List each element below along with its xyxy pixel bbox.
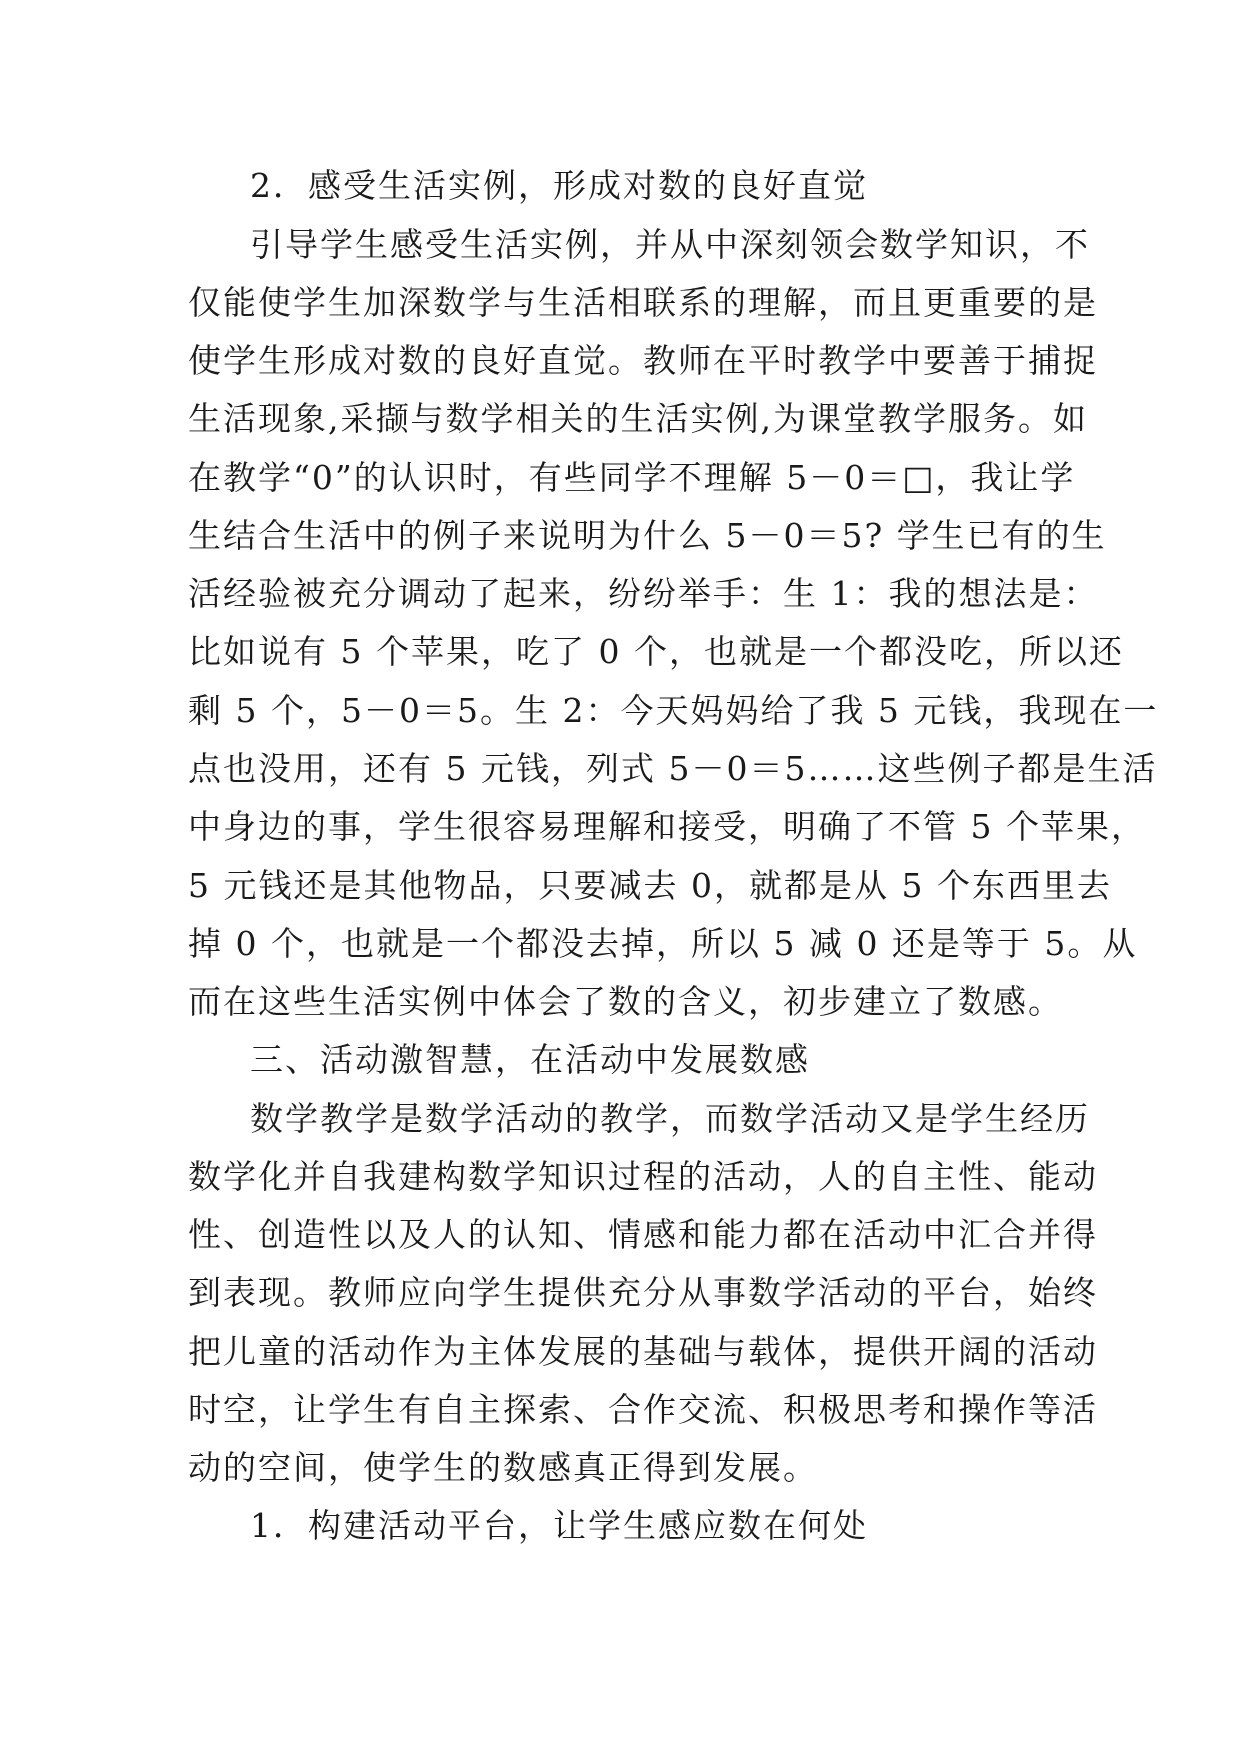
paragraph-line: 比如说有 5 个苹果，吃了 0 个，也就是一个都没吃，所以还 xyxy=(188,632,1124,671)
paragraph-line: 时空，让学生有自主探索、合作交流、积极思考和操作等活 xyxy=(188,1390,1098,1429)
paragraph-line: 使学生形成对数的良好直觉。教师在平时教学中要善于捕捉 xyxy=(188,341,1098,380)
paragraph-line: 数学教学是数学活动的教学，而数学活动又是学生经历 xyxy=(250,1099,1090,1138)
paragraph-line: 活经验被充分调动了起来，纷纷举手：生 1：我的想法是： xyxy=(188,574,1099,613)
subheading-2: 2．感受生活实例，形成对数的良好直觉 xyxy=(250,166,868,205)
paragraph-line: 性、创造性以及人的认知、情感和能力都在活动中汇合并得 xyxy=(188,1215,1098,1254)
paragraph-line: 剩 5 个，5－0＝5。生 2：今天妈妈给了我 5 元钱，我现在一 xyxy=(188,691,1159,730)
section-heading-3: 三、活动激智慧，在活动中发展数感 xyxy=(250,1040,810,1079)
paragraph-line: 掉 0 个，也就是一个都没去掉，所以 5 减 0 还是等于 5。从 xyxy=(188,924,1138,963)
paragraph-line: 数学化并自我建构数学知识过程的活动，人的自主性、能动 xyxy=(188,1157,1098,1196)
paragraph-line: 而在这些生活实例中体会了数的含义，初步建立了数感。 xyxy=(188,982,1063,1021)
paragraph-line: 到表现。教师应向学生提供充分从事数学活动的平台，始终 xyxy=(188,1273,1098,1312)
paragraph-line: 在教学“0”的认识时，有些同学不理解 5－0＝□，我让学 xyxy=(188,458,1076,497)
paragraph-line: 5 元钱还是其他物品，只要减去 0，就都是从 5 个东西里去 xyxy=(188,866,1112,905)
subheading-1: 1．构建活动平台，让学生感应数在何处 xyxy=(250,1506,868,1545)
paragraph-line: 动的空间，使学生的数感真正得到发展。 xyxy=(188,1448,818,1487)
paragraph-line: 中身边的事，学生很容易理解和接受，明确了不管 5 个苹果， xyxy=(188,807,1146,846)
paragraph-line: 生活现象,采撷与数学相关的生活实例,为课堂教学服务。如 xyxy=(188,399,1088,438)
paragraph-line: 生结合生活中的例子来说明为什么 5－0＝5? 学生已有的生 xyxy=(188,516,1107,555)
paragraph-line: 引导学生感受生活实例，并从中深刻领会数学知识，不 xyxy=(250,225,1090,264)
paragraph-line: 点也没用，还有 5 元钱，列式 5－0＝5……这些例子都是生活 xyxy=(188,749,1158,788)
paragraph-line: 把儿童的活动作为主体发展的基础与载体，提供开阔的活动 xyxy=(188,1332,1098,1371)
paragraph-line: 仅能使学生加深数学与生活相联系的理解，而且更重要的是 xyxy=(188,283,1098,322)
